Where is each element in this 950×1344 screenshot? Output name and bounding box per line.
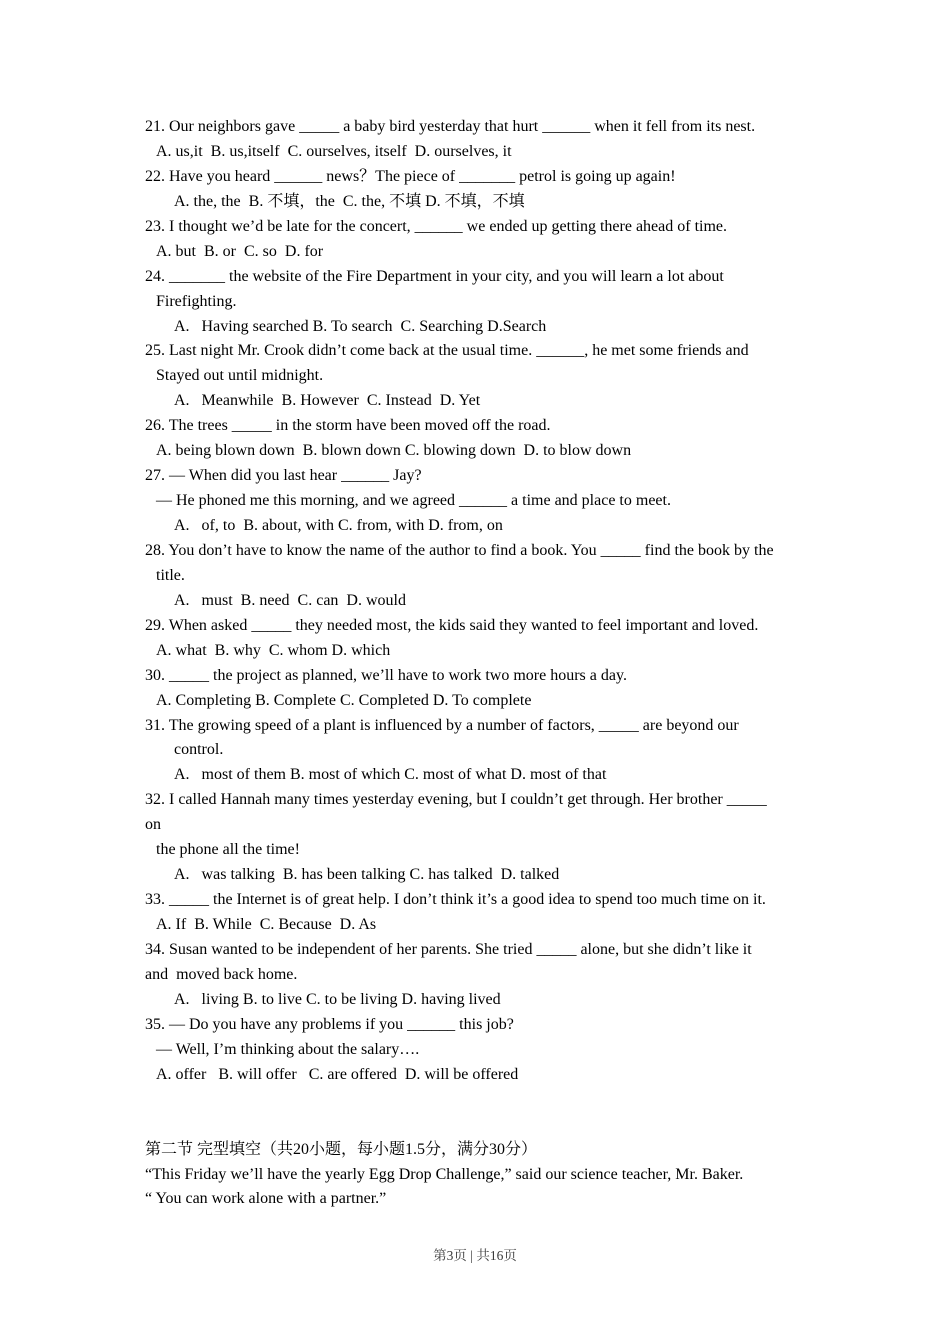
exam-content: [145, 115, 915, 1212]
question-23-line: A. but B. or C. so D. for: [156, 242, 324, 260]
question-28-line: 28. You don’t have to know the name of the author to find a book. You _____ find the book by the: [145, 541, 774, 559]
question-34-line: and moved back home.: [145, 965, 298, 983]
question-27-line: — He phoned me this morning, and we agreed ______ a time and place to meet.: [156, 492, 671, 510]
question-30-line: 30. _____ the project as planned, we’ll have to work two more hours a day.: [145, 666, 627, 684]
question-29-line: A. what B. why C. whom D. which: [156, 641, 391, 659]
question-28-line: title.: [156, 566, 185, 584]
question-31-line: A. most of them B. most of which C. most of what D. most of that: [174, 766, 607, 784]
cloze-paragraph: [145, 1163, 915, 1213]
question-32-line: the phone all the time!: [156, 841, 300, 859]
section-gap: [145, 1088, 915, 1138]
question-35-line: 35. — Do you have any problems if you ______ this job?: [145, 1015, 514, 1033]
question-27-line: 27. — When did you last hear ______ Jay?: [145, 467, 422, 485]
question-24-line: 24. _______ the website of the Fire Department in your city, and you will learn a lot about: [145, 267, 724, 285]
question-27-line: A. of, to B. about, with C. from, with D. from, on: [174, 517, 503, 534]
question-22-line: 22. Have you heard ______ news？The piece of _______ petrol is going up again!: [145, 167, 676, 185]
question-23-line: 23. I thought we’d be late for the concert, ______ we ended up getting there ahead of time.: [145, 217, 728, 235]
question-26-line: 26. The trees _____ in the storm have been moved off the road.: [145, 417, 551, 435]
question-29-line: 29. When asked _____ they needed most, the kids said they wanted to feel important and loved.: [145, 616, 759, 634]
question-22-line: A. the, the B. 不填，the C. the, 不填 D. 不填，不填: [174, 192, 525, 210]
question-33-line: A. If B. While C. Because D. As: [156, 916, 377, 933]
page-number-footer: 第3页 | 共16页: [433, 1248, 517, 1263]
question-21-line: 21. Our neighbors gave _____ a baby bird yesterday that hurt ______ when it fell from its nest.: [145, 118, 756, 135]
question-33-line: 33. _____ the Internet is of great help. I don’t think it’s a good idea to spend too much time on it.: [145, 891, 766, 909]
question-30-line: A. Completing B. Complete C. Completed D. To complete: [156, 691, 532, 709]
question-32-line: on: [145, 816, 161, 834]
question-31-line: 31. The growing speed of a plant is influenced by a number of factors, _____ are beyond our: [145, 716, 739, 734]
cloze-paragraph-line: “ You can work alone with a partner.”: [145, 1190, 387, 1208]
question-25-line: A. Meanwhile B. However C. Instead D. Yet: [174, 392, 481, 410]
question-26-line: A. being blown down B. blown down C. blowing down D. to blow down: [156, 442, 632, 460]
question-34-line: A. living B. to live C. to be living D. having lived: [174, 990, 501, 1008]
question-24-line: A. Having searched B. To search C. Searching D.Search: [174, 317, 547, 335]
question-24-line: Firefighting.: [156, 292, 237, 310]
question-25-line: 25. Last night Mr. Crook didn’t come back at the usual time. ______, he met some friends and: [145, 342, 749, 360]
question-32-line: A. was talking B. has been talking C. has talked D. talked: [174, 866, 560, 884]
question-28-line: A. must B. need C. can D. would: [174, 591, 406, 609]
question-34-line: 34. Susan wanted to be independent of her parents. She tried _____ alone, but she didn’t like it: [145, 940, 752, 958]
question-32-line: 32. I called Hannah many times yesterday evening, but I couldn’t get through. Her brother _____: [145, 791, 767, 809]
question-35-line: A. offer B. will offer C. are offered D. will be offered: [156, 1065, 519, 1083]
cloze-section-heading: 第二节 完型填空（共20小题，每小题1.5分，满分30分）: [145, 1140, 538, 1158]
questions-list: [145, 115, 915, 1088]
question-35-line: — Well, I’m thinking about the salary….: [156, 1040, 420, 1058]
question-21-line: A. us,it B. us,itself C. ourselves, itself D. ourselves, it: [156, 142, 512, 160]
question-31-line: control.: [174, 741, 224, 759]
question-25-line: Stayed out until midnight.: [156, 367, 324, 385]
cloze-paragraph-line: “This Friday we’ll have the yearly Egg Drop Challenge,” said our science teacher, Mr. Baker.: [145, 1165, 744, 1183]
